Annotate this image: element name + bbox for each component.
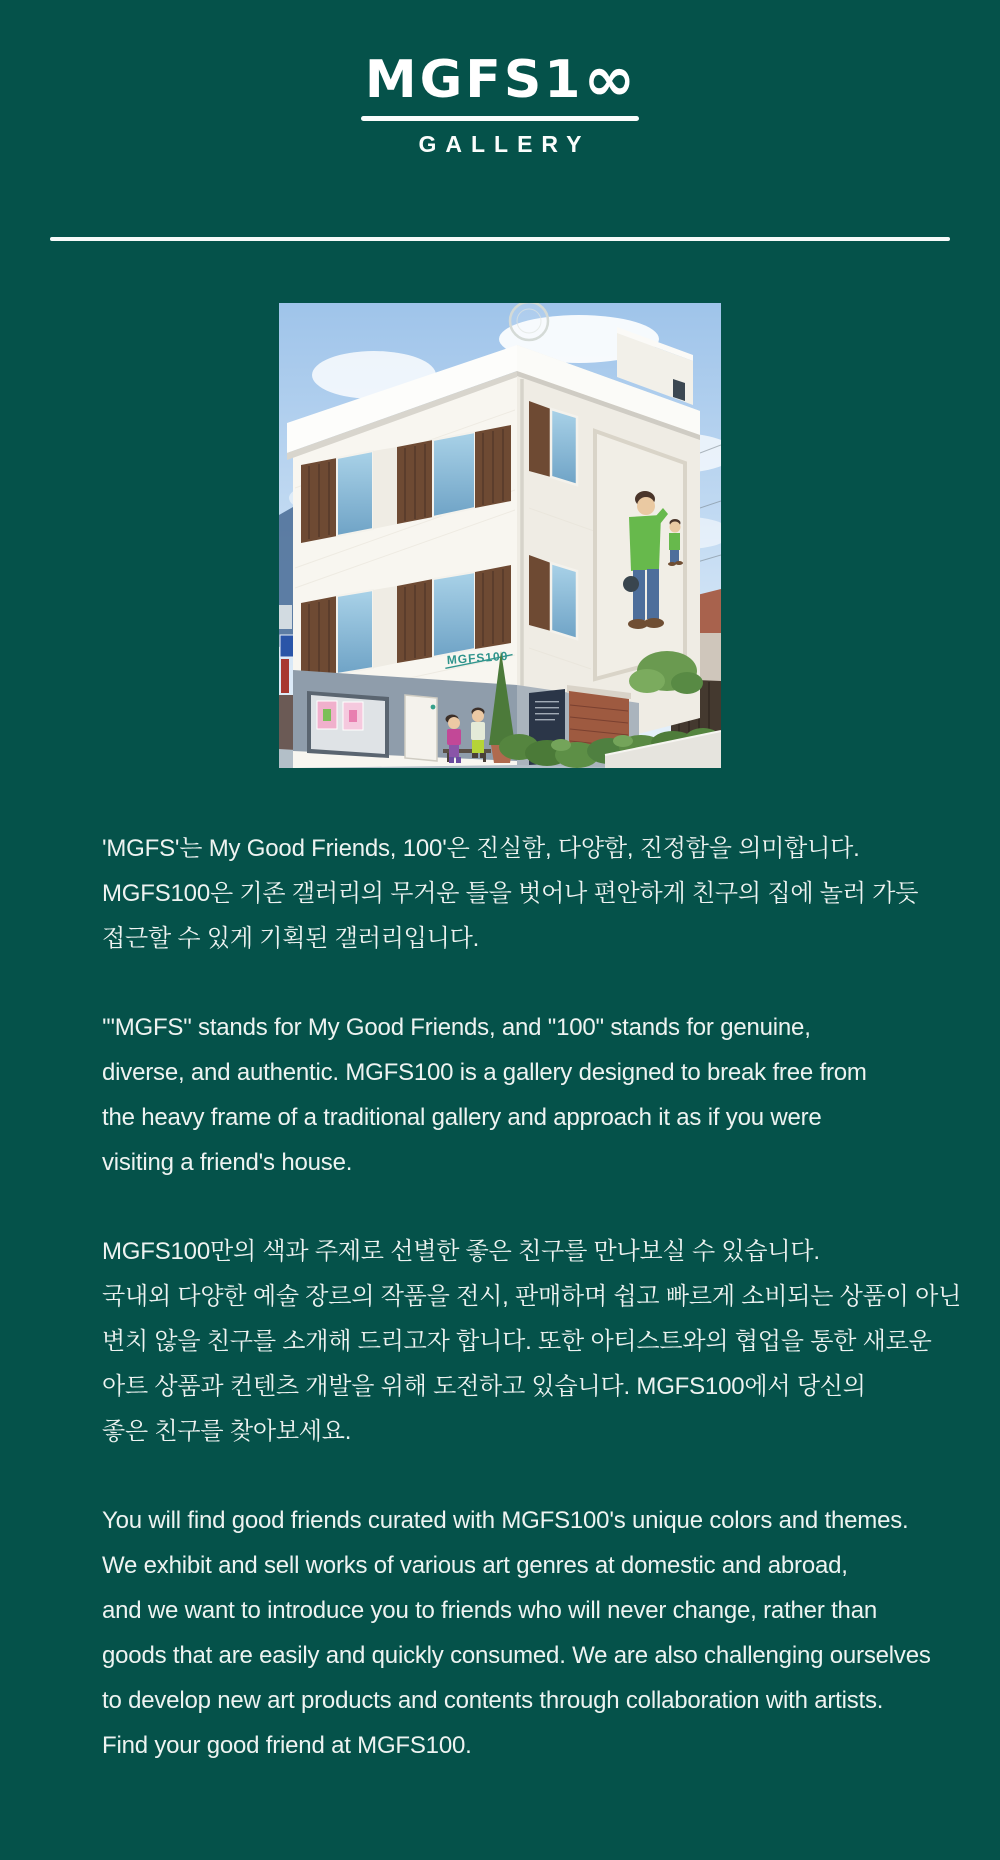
gallery-building-illustration: [279, 303, 721, 768]
text-line: to develop new art products and contents through collaboration with artists.: [102, 1686, 884, 1714]
text-line: diverse, and authentic. MGFS100 is a gallery designed to break free from: [102, 1058, 867, 1086]
text-line: the heavy frame of a traditional gallery and approach it as if you were: [102, 1103, 822, 1131]
text-line: MGFS100만의 색과 주제로 선별한 좋은 친구를 만나보실 수 있습니다.: [102, 1237, 820, 1265]
mural: [595, 431, 685, 679]
text-line: 좋은 친구를 찾아보세요.: [102, 1417, 352, 1445]
text-line: Find your good friend at MGFS100.: [102, 1731, 472, 1759]
logo-double-zero-glyph: ∞: [583, 42, 636, 115]
paragraph-ko-detail: [102, 1229, 960, 1454]
text-line: 접근할 수 있게 기획된 갤러리입니다.: [102, 924, 480, 952]
text-line: and we want to introduce you to friends who will never change, rather than: [102, 1596, 877, 1624]
text-line: MGFS100은 기존 갤러리의 무거운 틀을 벗어나 편안하게 친구의 집에 놀러 가듯: [102, 879, 919, 907]
text-line: 변치 않을 친구를 소개해 드리고자 합니다. 또한 아티스트와의 협업을 통한 새로운: [102, 1327, 932, 1355]
section-divider: [50, 237, 950, 241]
logo-subtext: GALLERY: [418, 131, 591, 157]
logo-underline: [361, 116, 639, 121]
building-sign-text: MGFS100: [446, 648, 509, 667]
paragraph-ko-intro: [102, 826, 960, 961]
text-line: 'MGFS'는 My Good Friends, 100'은 진실함, 다양함, 진정함을 의미합니다.: [102, 834, 860, 862]
about-text-section: [0, 826, 1000, 1768]
gallery-photo: [279, 303, 721, 768]
header: [0, 0, 1000, 159]
text-line: visiting a friend's house.: [102, 1148, 353, 1176]
paragraph-en-detail: [102, 1498, 960, 1768]
text-line: '"MGFS" stands for My Good Friends, and "100" stands for genuine,: [102, 1013, 811, 1041]
paragraph-en-intro: [102, 1005, 960, 1185]
text-line: goods that are easily and quickly consumed. We are also challenging ourselves: [102, 1641, 931, 1669]
text-line: You will find good friends curated with MGFS100's unique colors and themes.: [102, 1506, 909, 1534]
logo-text: MGFS1: [364, 50, 584, 110]
text-line: 국내외 다양한 예술 장르의 작품을 전시, 판매하며 쉽고 빠르게 소비되는 상품이 아닌: [102, 1282, 962, 1310]
text-line: 아트 상품과 컨텐츠 개발을 위해 도전하고 있습니다. MGFS100에서 당신의: [102, 1372, 866, 1400]
text-line: We exhibit and sell works of various art genres at domestic and abroad,: [102, 1551, 848, 1579]
logo-mgfs100: [0, 42, 1000, 115]
